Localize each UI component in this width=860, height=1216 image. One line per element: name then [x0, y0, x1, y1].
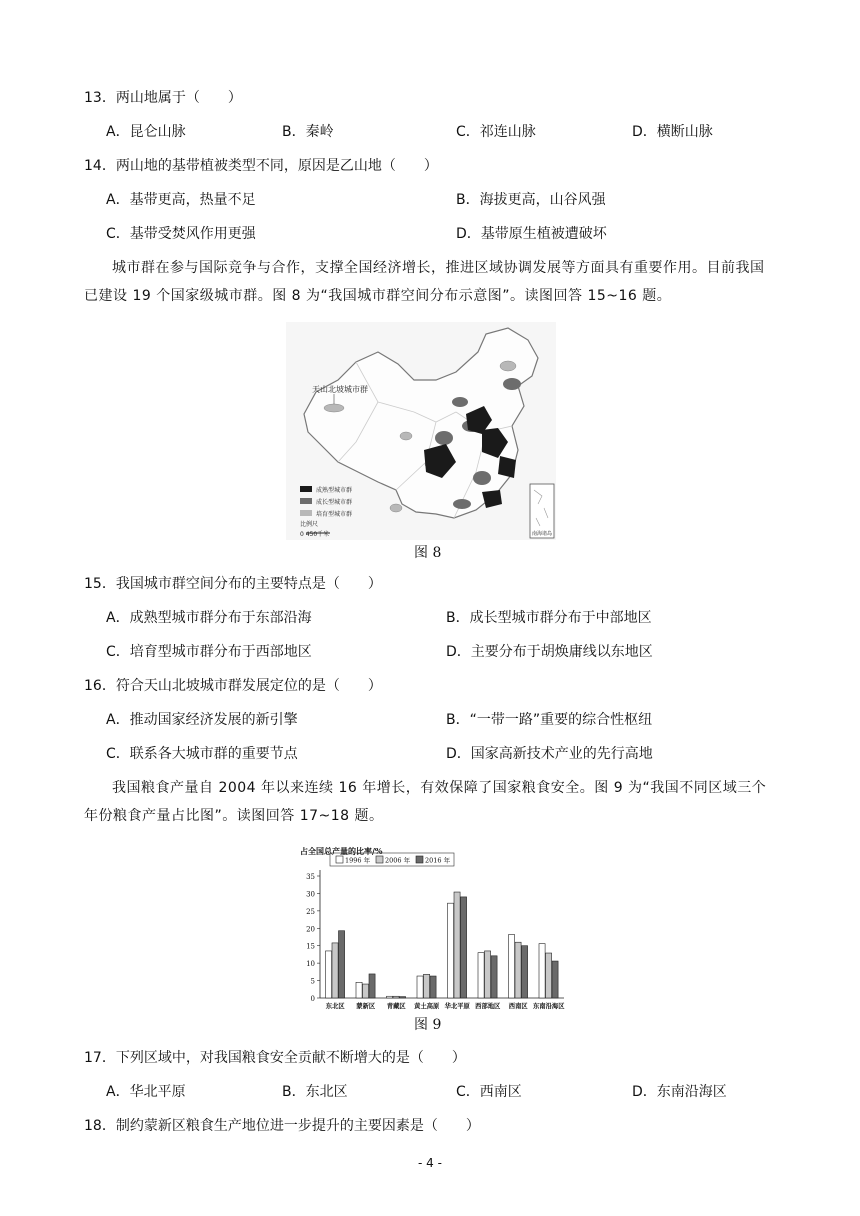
cluster-growing — [452, 397, 468, 407]
legend-swatch — [416, 856, 423, 863]
q15-option-c: C．培育型城市群分布于西部地区 — [106, 644, 312, 660]
bar — [417, 976, 423, 998]
q17-option-c: C．西南区 — [456, 1084, 522, 1100]
chart-ylabel: 占全国总产量的比率/% — [300, 846, 383, 856]
label-tianshan: 天山北坡城市群 — [312, 385, 368, 394]
q13-option-d: D．横断山脉 — [632, 124, 713, 140]
x-tick-label: 华北平原 — [444, 1003, 470, 1010]
legend-mature: 成熟型城市群 — [316, 487, 353, 494]
x-tick-label: 青藏区 — [386, 1003, 406, 1010]
bar — [478, 953, 484, 998]
x-tick-label: 西部地区 — [475, 1003, 501, 1010]
bar — [485, 951, 491, 998]
legend-swatch — [376, 856, 383, 863]
q16-option-c: C．联系各大城市群的重要节点 — [106, 746, 298, 762]
q14-option-c: C．基带受焚风作用更强 — [106, 226, 256, 242]
scale-title: 比例尺 — [300, 521, 319, 528]
legend-label: 1996 年 — [345, 856, 371, 865]
q13-option-b: B．秦岭 — [282, 124, 334, 140]
china-city-cluster-map — [286, 322, 556, 540]
bar — [387, 996, 393, 998]
q17-option-a: A．华北平原 — [106, 1084, 186, 1100]
q16-stem: 16．符合天山北坡城市群发展定位的是（ ） — [84, 678, 382, 694]
y-tick-label: 15 — [306, 942, 315, 951]
cluster-cultivating — [324, 404, 344, 412]
x-tick-label: 黄土高原 — [414, 1003, 440, 1010]
bar — [461, 897, 467, 998]
cluster-growing — [435, 431, 453, 445]
legend-growing: 成长型城市群 — [316, 499, 353, 506]
q14-option-d: D．基带原生植被遭破坏 — [456, 226, 607, 242]
cluster-growing — [453, 499, 471, 509]
bar — [515, 942, 521, 998]
y-tick-label: 0 — [310, 995, 315, 1003]
bar — [424, 974, 430, 998]
q15-stem: 15．我国城市群空间分布的主要特点是（ ） — [84, 576, 382, 592]
q15-option-d: D．主要分布于胡焕庸线以东地区 — [446, 644, 653, 660]
bar — [454, 892, 460, 998]
intro-paragraph-city-clusters: 城市群在参与国际竞争与合作，支撑全国经济增长，推进区域协调发展等方面具有重要作用。目前我国已建设 19 个国家级城市群。图 8 为“我国城市群空间分布示意图”。读图回答 15~16 题。 — [84, 260, 765, 304]
bar — [369, 974, 375, 998]
x-tick-label: 蒙新区 — [356, 1003, 376, 1010]
q17-option-d: D．东南沿海区 — [632, 1084, 727, 1100]
y-tick-label: 35 — [306, 873, 315, 881]
bar — [356, 982, 362, 998]
q13-stem: 13．两山地属于（ ） — [84, 90, 242, 106]
figure-9-caption: 图 9 — [414, 1017, 442, 1033]
q17-stem: 17．下列区域中，对我国粮食安全贡献不断增大的是（ ） — [84, 1050, 466, 1066]
bar — [393, 996, 399, 998]
page-number: - 4 - — [418, 1156, 442, 1170]
bar — [491, 956, 497, 998]
q17-option-b: B．东北区 — [282, 1084, 348, 1100]
x-tick-label: 西南区 — [508, 1003, 528, 1010]
intro-paragraph-grain: 我国粮食产量自 2004 年以来连续 16 年增长，有效保障了国家粮食安全。图 9 为“我国不同区域三个年份粮食产量占比图”。读图回答 17~18 题。 — [84, 780, 767, 824]
bar — [546, 953, 552, 998]
q16-option-a: A．推动国家经济发展的新引擎 — [106, 712, 298, 728]
bar — [430, 976, 436, 998]
cluster-growing — [503, 378, 521, 390]
y-tick-label: 5 — [310, 977, 315, 986]
q15-option-b: B．成长型城市群分布于中部地区 — [446, 610, 652, 626]
figure-8-caption: 图 8 — [414, 545, 442, 561]
q18-stem: 18．制约蒙新区粮食生产地位进一步提升的主要因素是（ ） — [84, 1118, 480, 1134]
bar — [326, 951, 332, 998]
y-tick-label: 25 — [306, 907, 315, 916]
legend-label: 2016 年 — [425, 856, 451, 865]
bar — [539, 944, 545, 998]
q16-option-b: B．“一带一路”重要的综合性枢纽 — [446, 712, 653, 728]
cluster-cultivating — [400, 432, 412, 440]
bar — [448, 903, 454, 998]
bar — [339, 931, 345, 998]
y-tick-label: 20 — [306, 925, 315, 934]
legend-cultivating: 培育型城市群 — [316, 511, 353, 518]
bar — [522, 946, 528, 998]
bar — [363, 984, 369, 998]
x-tick-label: 东北区 — [325, 1003, 345, 1010]
q16-option-d: D．国家高新技术产业的先行高地 — [446, 746, 653, 762]
legend-label: 2006 年 — [385, 856, 411, 865]
scale-text: 0 450千米 — [300, 531, 330, 538]
y-tick-label: 30 — [306, 890, 315, 899]
q15-option-a: A．成熟型城市群分布于东部沿海 — [106, 610, 312, 626]
q13-option-a: A．昆仑山脉 — [106, 124, 186, 140]
bar — [552, 961, 558, 998]
q14-option-a: A．基带更高，热量不足 — [106, 192, 256, 208]
legend-swatch — [336, 856, 343, 863]
cluster-growing — [473, 471, 491, 485]
bar — [509, 935, 515, 998]
bar — [332, 943, 338, 998]
q14-stem: 14．两山地的基带植被类型不同，原因是乙山地（ ） — [84, 158, 438, 174]
q14-option-b: B．海拔更高，山谷风强 — [456, 192, 606, 208]
y-tick-label: 10 — [306, 960, 315, 969]
bar — [400, 997, 406, 998]
south-china-sea-inset — [530, 484, 554, 538]
grain-share-bar-chart — [296, 844, 568, 1016]
cluster-cultivating — [500, 361, 516, 371]
inset-label: 南海诸岛 — [532, 531, 553, 537]
x-tick-label: 东南沿海区 — [533, 1003, 565, 1010]
cluster-cultivating — [390, 504, 402, 512]
q13-option-c: C．祁连山脉 — [456, 124, 536, 140]
